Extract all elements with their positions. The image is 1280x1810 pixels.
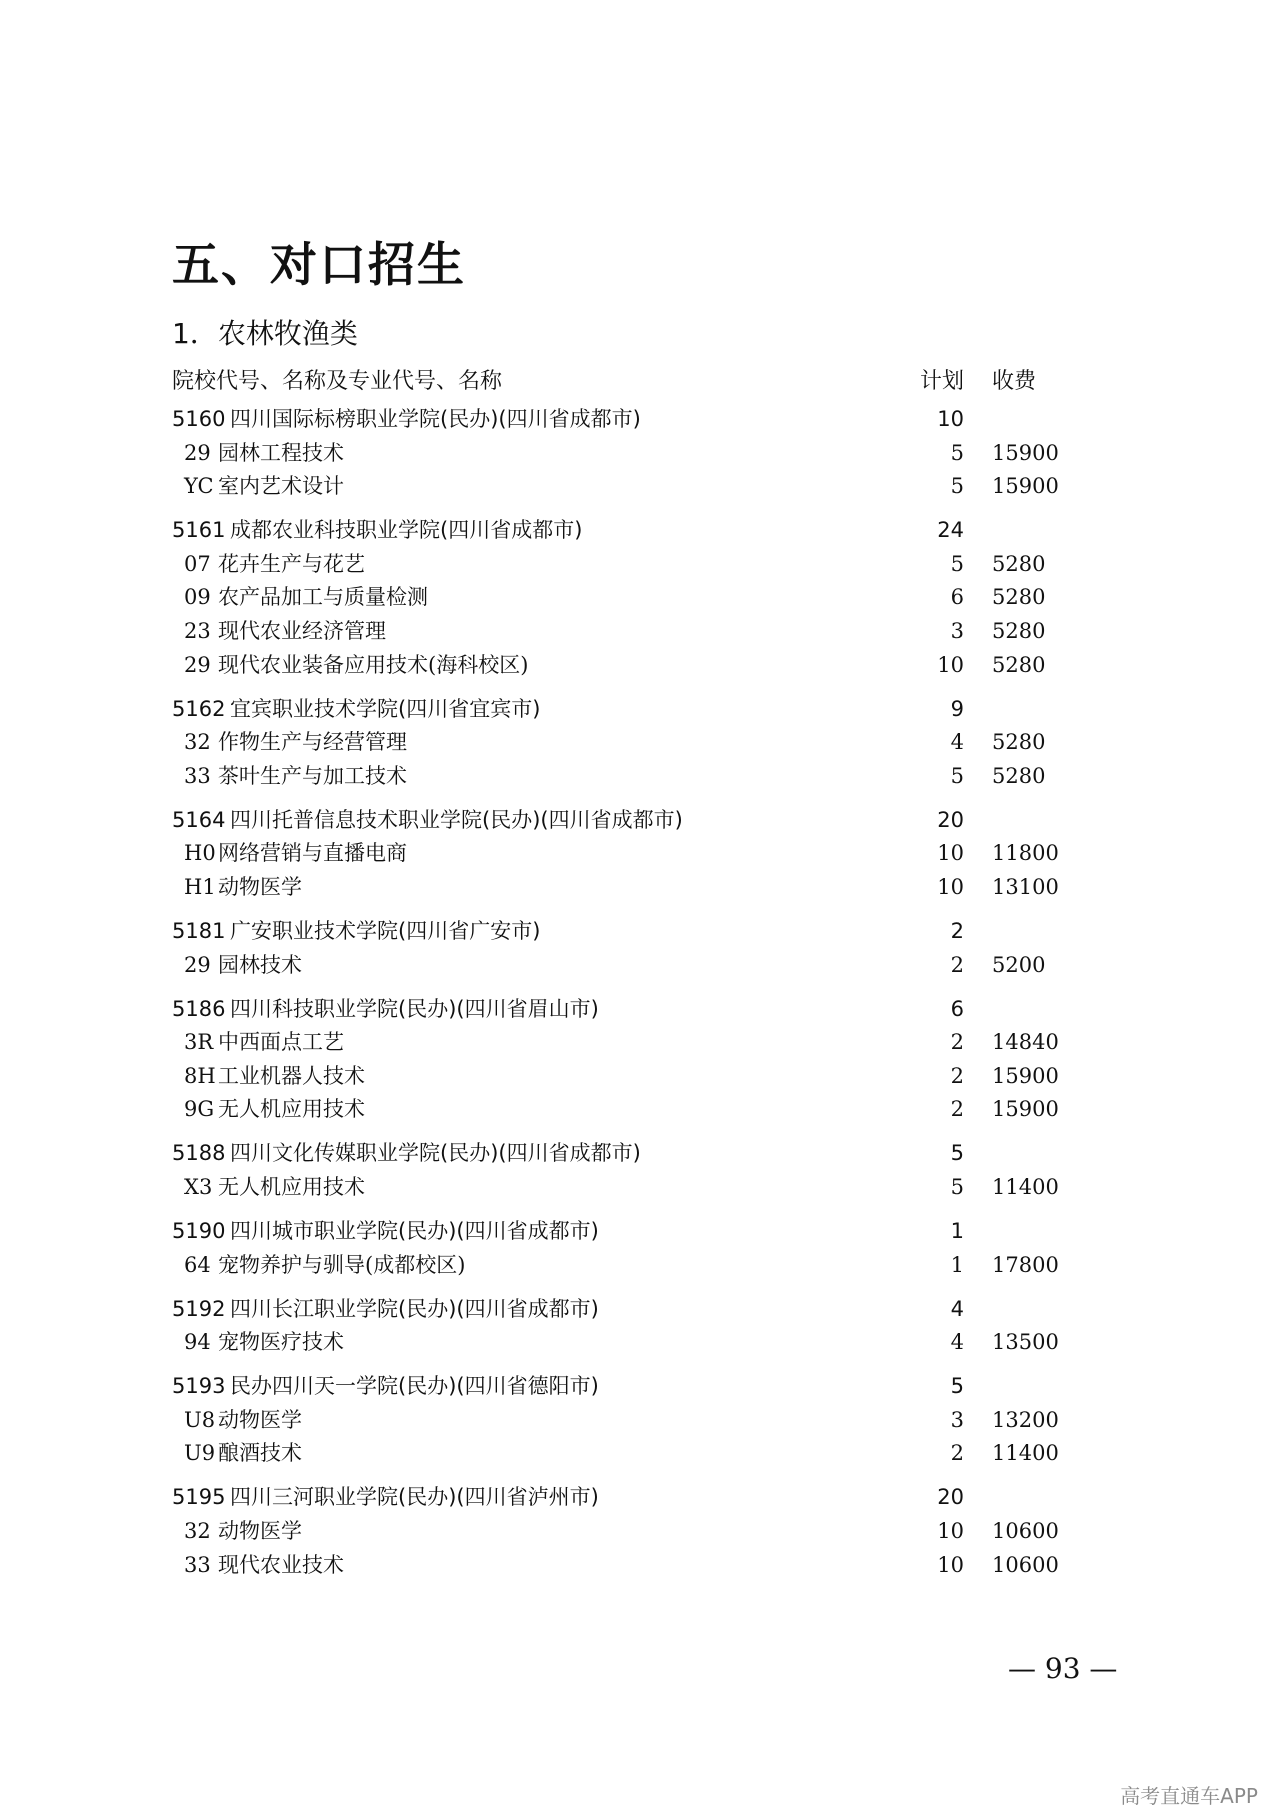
major-row (0, 1514, 1280, 1548)
major-fee: 15900 (992, 1097, 1059, 1122)
major-plan: 3 (950, 619, 964, 643)
school-name: 四川托普信息技术职业学院(民办)(四川省成都市) (230, 807, 683, 832)
major-plan: 10 (937, 1552, 964, 1577)
school-plan: 10 (937, 407, 964, 431)
major-fee: 11800 (992, 841, 1059, 866)
major-row (0, 870, 1280, 904)
school-plan: 2 (950, 919, 964, 943)
major-code: 32 (184, 730, 211, 755)
major-fee: 5280 (992, 619, 1046, 643)
school-code: 5181 (172, 919, 226, 943)
school-plan: 5 (950, 1374, 964, 1399)
school-plan: 20 (937, 807, 964, 832)
major-row (0, 614, 1280, 648)
school-name: 四川科技职业学院(民办)(四川省眉山市) (230, 996, 599, 1021)
major-code: 09 (184, 585, 211, 610)
major-code: 07 (184, 551, 211, 576)
major-row (0, 1025, 1280, 1059)
major-plan: 5 (950, 440, 964, 465)
major-row (0, 1325, 1280, 1359)
school-name: 广安职业技术学院(四川省广安市) (230, 919, 541, 943)
school-code: 5195 (172, 1485, 226, 1510)
school-plan: 24 (937, 518, 964, 543)
major-name: 动物医学 (218, 1407, 302, 1432)
section-title: 五、对口招生 (172, 238, 466, 293)
major-code: 33 (184, 1552, 211, 1577)
school-code: 5162 (172, 696, 226, 721)
school-name: 民办四川天一学院(民办)(四川省德阳市) (230, 1374, 599, 1399)
school-plan: 4 (950, 1296, 964, 1321)
major-code: 29 (184, 652, 211, 677)
school-code: 5192 (172, 1296, 226, 1321)
school-row (0, 1136, 1280, 1170)
major-name: 园林工程技术 (218, 440, 344, 465)
major-name: 花卉生产与花艺 (218, 551, 365, 576)
major-plan: 10 (937, 652, 964, 677)
major-name: 现代农业技术 (218, 1552, 344, 1577)
major-fee: 10600 (992, 1519, 1059, 1543)
major-code: 23 (184, 619, 211, 643)
major-fee: 13500 (992, 1330, 1059, 1355)
major-name: 农产品加工与质量检测 (218, 585, 428, 610)
school-name: 四川国际标榜职业学院(民办)(四川省成都市) (230, 407, 641, 431)
major-code: 29 (184, 440, 211, 465)
major-row (0, 436, 1280, 470)
school-name: 宜宾职业技术学院(四川省宜宾市) (230, 696, 541, 721)
major-name: 网络营销与直播电商 (218, 841, 407, 866)
major-row (0, 948, 1280, 982)
major-name: 作物生产与经营管理 (218, 730, 407, 755)
school-row (0, 402, 1280, 436)
school-plan: 5 (950, 1141, 964, 1166)
school-code: 5161 (172, 518, 226, 543)
major-code: 8H (184, 1063, 216, 1088)
major-plan: 5 (950, 551, 964, 576)
major-fee: 13200 (992, 1407, 1059, 1432)
school-name: 四川城市职业学院(民办)(四川省成都市) (230, 1219, 599, 1243)
major-code: 32 (184, 1519, 211, 1543)
major-code: U9 (184, 1441, 216, 1466)
major-row (0, 547, 1280, 581)
major-row (0, 1059, 1280, 1093)
major-fee: 15900 (992, 1063, 1059, 1088)
major-name: 宠物养护与驯导(成都校区) (218, 1252, 466, 1277)
major-code: 3R (184, 1030, 214, 1055)
major-plan: 1 (950, 1252, 964, 1277)
watermark: 高考直通车APP (1120, 1784, 1258, 1808)
major-fee: 17800 (992, 1252, 1059, 1277)
school-plan: 9 (950, 696, 964, 721)
major-row (0, 1170, 1280, 1204)
major-plan: 5 (950, 474, 964, 499)
major-plan: 2 (950, 1063, 964, 1088)
major-plan: 2 (950, 952, 964, 977)
school-plan: 6 (950, 996, 964, 1021)
school-row (0, 692, 1280, 726)
major-row (0, 1436, 1280, 1470)
major-code: 33 (184, 763, 211, 788)
major-fee: 5280 (992, 551, 1046, 576)
major-plan: 10 (937, 1519, 964, 1543)
major-plan: 6 (950, 585, 964, 610)
school-code: 5188 (172, 1141, 226, 1166)
major-plan: 5 (950, 1175, 964, 1199)
major-row (0, 648, 1280, 682)
school-row (0, 1480, 1280, 1514)
school-row (0, 803, 1280, 837)
school-plan: 1 (950, 1219, 964, 1243)
major-name: 无人机应用技术 (218, 1097, 365, 1122)
school-plan: 20 (937, 1485, 964, 1510)
school-row (0, 914, 1280, 948)
school-row (0, 1369, 1280, 1403)
major-name: 中西面点工艺 (218, 1030, 344, 1055)
major-plan: 5 (950, 763, 964, 788)
school-name: 成都农业科技职业学院(四川省成都市) (230, 518, 583, 543)
major-fee: 5280 (992, 763, 1046, 788)
page-number: — 93 — (1008, 1652, 1118, 1685)
header-label: 院校代号、名称及专业代号、名称 (172, 369, 503, 394)
header-fee: 收费 (992, 369, 1037, 394)
major-plan: 3 (950, 1407, 964, 1432)
major-name: 酿酒技术 (218, 1441, 302, 1466)
major-fee: 11400 (992, 1175, 1059, 1199)
school-row (0, 1214, 1280, 1248)
major-code: 94 (184, 1330, 211, 1355)
major-fee: 11400 (992, 1441, 1059, 1466)
major-row (0, 1548, 1280, 1582)
major-row (0, 469, 1280, 503)
school-code: 5193 (172, 1374, 226, 1399)
major-name: 工业机器人技术 (218, 1063, 365, 1088)
major-row (0, 836, 1280, 870)
major-plan: 10 (937, 841, 964, 866)
school-code: 5186 (172, 996, 226, 1021)
major-code: U8 (184, 1407, 216, 1432)
major-name: 宠物医疗技术 (218, 1330, 344, 1355)
major-plan: 2 (950, 1030, 964, 1055)
major-fee: 14840 (992, 1030, 1059, 1055)
school-row (0, 992, 1280, 1026)
major-name: 现代农业装备应用技术(海科校区) (218, 652, 529, 677)
major-row (0, 1092, 1280, 1126)
header-plan: 计划 (920, 369, 965, 394)
school-name: 四川文化传媒职业学院(民办)(四川省成都市) (230, 1141, 641, 1166)
major-row (0, 759, 1280, 793)
major-code: H0 (184, 841, 216, 866)
major-plan: 4 (950, 1330, 964, 1355)
major-fee: 5280 (992, 730, 1046, 755)
major-code: X3 (184, 1175, 213, 1199)
major-plan: 4 (950, 730, 964, 755)
major-code: 9G (184, 1097, 215, 1122)
subsection-title: 1．农林牧渔类 (172, 317, 358, 350)
major-fee: 5280 (992, 652, 1046, 677)
major-fee: 13100 (992, 875, 1059, 899)
major-fee: 5280 (992, 585, 1046, 610)
school-row (0, 513, 1280, 547)
school-code: 5164 (172, 807, 226, 832)
school-code: 5190 (172, 1219, 226, 1243)
major-row (0, 1403, 1280, 1437)
school-code: 5160 (172, 407, 226, 431)
major-name: 茶叶生产与加工技术 (218, 763, 407, 788)
major-name: 现代农业经济管理 (218, 619, 386, 643)
major-name: 室内艺术设计 (218, 474, 344, 499)
major-fee: 5200 (992, 952, 1046, 977)
major-fee: 15900 (992, 440, 1059, 465)
major-row (0, 1248, 1280, 1282)
major-plan: 2 (950, 1441, 964, 1466)
major-name: 动物医学 (218, 875, 302, 899)
major-code: YC (184, 474, 214, 499)
major-plan: 10 (937, 875, 964, 899)
major-name: 园林技术 (218, 952, 302, 977)
major-name: 无人机应用技术 (218, 1175, 365, 1199)
major-code: 64 (184, 1252, 211, 1277)
school-row (0, 1292, 1280, 1326)
major-fee: 10600 (992, 1552, 1059, 1577)
major-row (0, 725, 1280, 759)
major-fee: 15900 (992, 474, 1059, 499)
school-name: 四川长江职业学院(民办)(四川省成都市) (230, 1296, 599, 1321)
major-name: 动物医学 (218, 1519, 302, 1543)
major-code: 29 (184, 952, 211, 977)
major-plan: 2 (950, 1097, 964, 1122)
school-name: 四川三河职业学院(民办)(四川省泸州市) (230, 1485, 599, 1510)
major-row (0, 580, 1280, 614)
major-code: H1 (184, 875, 216, 899)
